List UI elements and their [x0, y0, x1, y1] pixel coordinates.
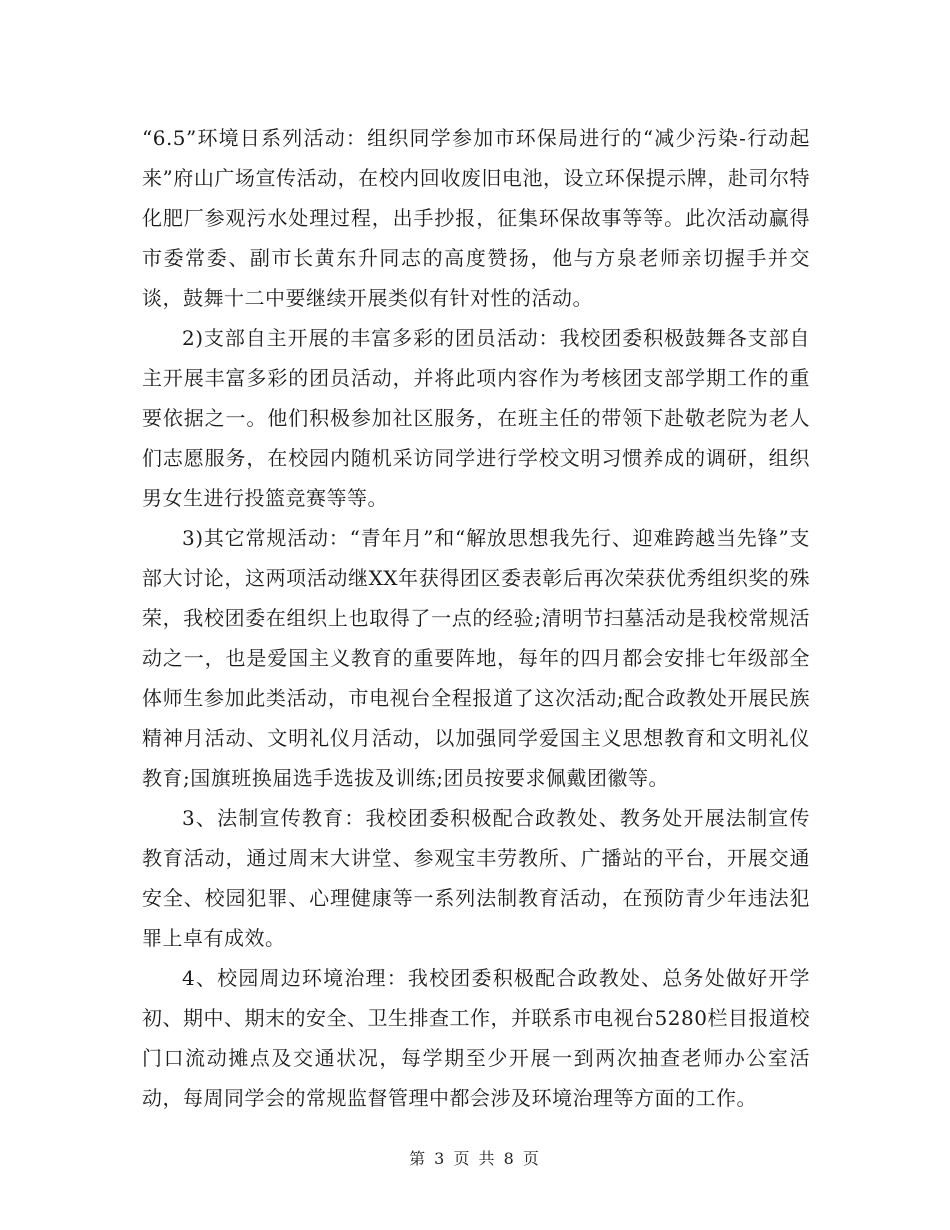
paragraph-legal-education: 3、法制宣传教育：我校团委积极配合政教处、教务处开展法制宣传教育活动，通过周末大讲堂、参观宝丰劳教所、广播站的平台，开展交通安全、校园犯罪、心理健康等一系列法制教育活动，在预防青少年违法犯罪上卓有成效。 — [142, 806, 810, 950]
paragraph-environment-day: “6.5”环境日系列活动：组织同学参加市环保局进行的“减少污染-行动起来”府山广场宣传活动，在校内回收废旧电池，设立环保提示牌，赴司尔特化肥厂参观污水处理过程，出手抄报，征集环保故事等等。此次活动赢得市委常委、副市长黄东升同志的高度赞扬，他与方泉老师亲切握手并交谈，鼓舞十二中要继续开展类似有针对性的活动。 — [142, 126, 810, 310]
paragraph-routine-activities: 3)其它常规活动：“青年月”和“解放思想我先行、迎难跨越当先锋”支部大讨论，这两项活动继XX年获得团区委表彰后再次荣获优秀组织奖的殊荣，我校团委在组织上也取得了一点的经验;清明节扫墓活动是我校常规活动之一，也是爱国主义教育的重要阵地，每年的四月都会安排七年级部全体师生参加此类活动，市电视台全程报道了这次活动;配合政教处开展民族精神月活动、文明礼仪月活动，以加强同学爱国主义思想教育和文明礼仪教育;国旗班换届选手选拔及训练;团员按要求佩戴团徽等。 — [142, 526, 810, 790]
document-body — [142, 118, 810, 1118]
paragraph-branch-activities: 2)支部自主开展的丰富多彩的团员活动：我校团委积极鼓舞各支部自主开展丰富多彩的团员活动，并将此项内容作为考核团支部学期工作的重要依据之一。他们积极参加社区服务，在班主任的带领下赴敬老院为老人们志愿服务，在校园内随机采访同学进行学校文明习惯养成的调研，组织男女生进行投篮竞赛等等。 — [142, 326, 810, 510]
paragraph-campus-environment: 4、校园周边环境治理：我校团委积极配合政教处、总务处做好开学初、期中、期末的安全、卫生排查工作，并联系市电视台5280栏目报道校门口流动摊点及交通状况，每学期至少开展一到两次抽查老师办公室活动，每周同学会的常规监督管理中都会涉及环境治理等方面的工作。 — [142, 966, 810, 1110]
page-number-footer: 第 3 页 共 8 页 — [409, 1149, 541, 1168]
